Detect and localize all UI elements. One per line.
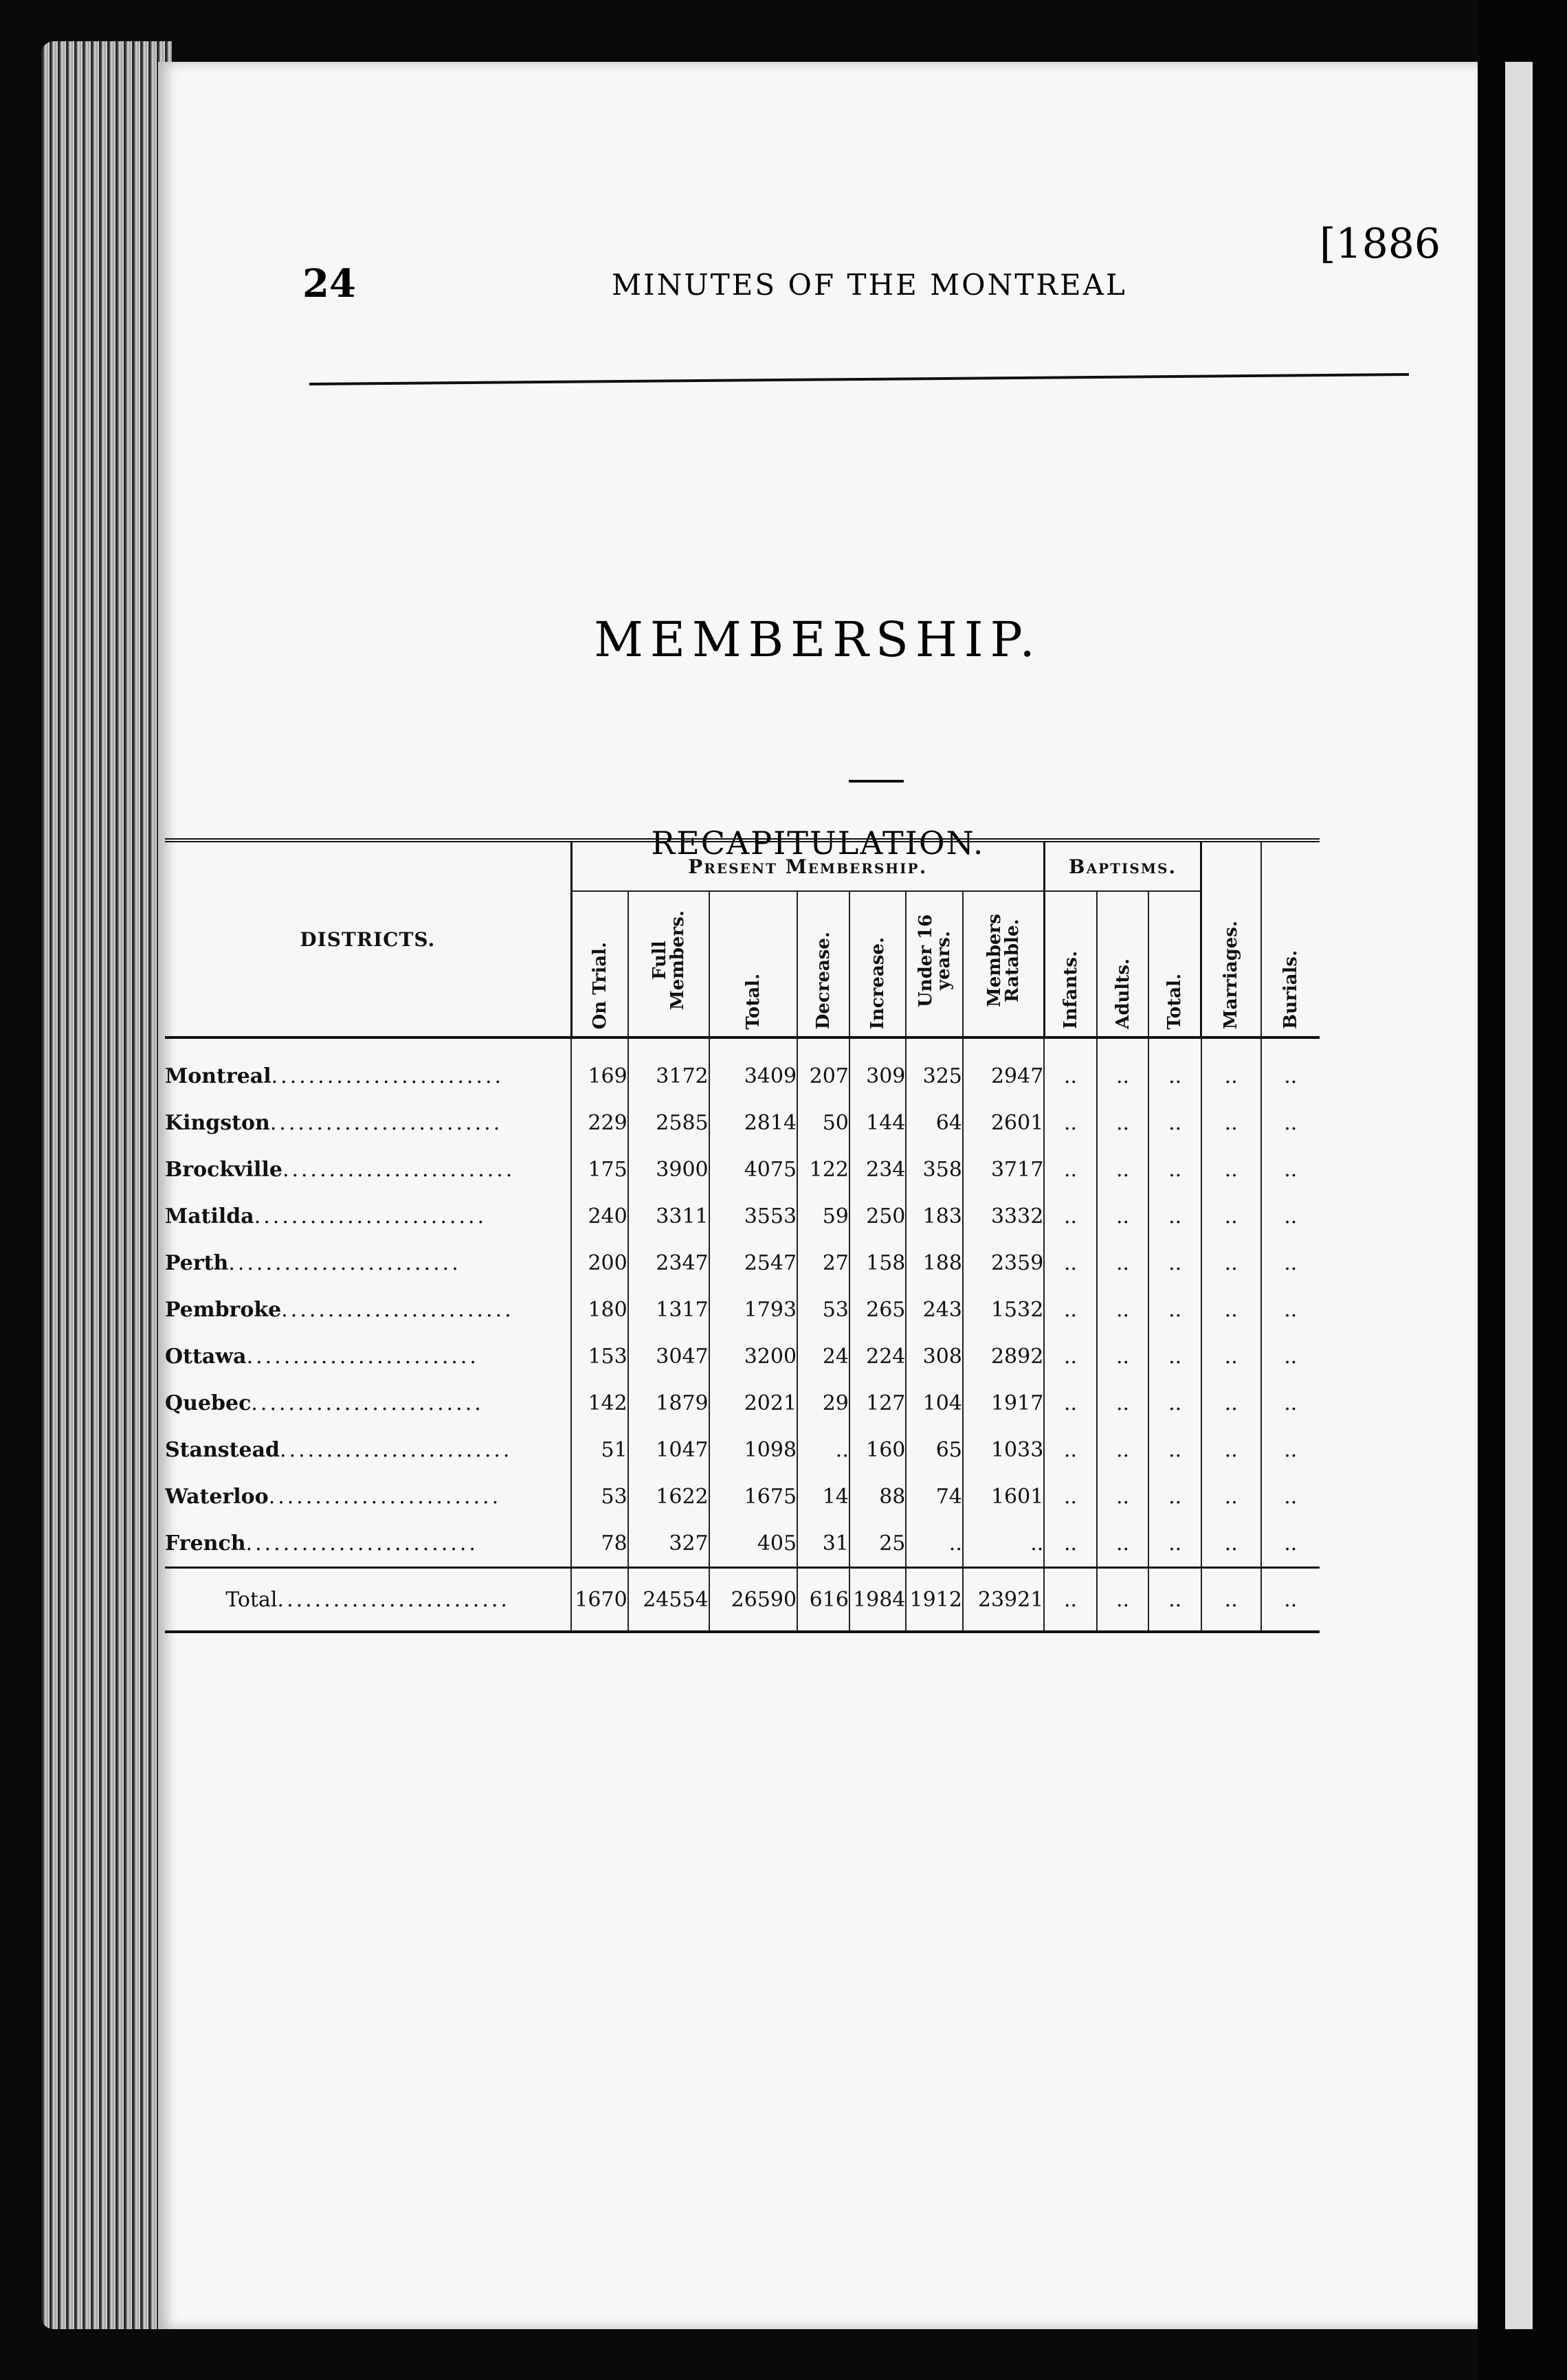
cell-infants: .. <box>1044 1380 1096 1426</box>
district-name <box>165 1473 571 1520</box>
cell-infants: .. <box>1044 1193 1096 1239</box>
cell-dec: .. <box>797 1426 849 1473</box>
cell-u16: 188 <box>906 1239 963 1286</box>
cell-total: 3553 <box>709 1193 797 1239</box>
cell-dec: 31 <box>797 1520 849 1568</box>
leader-dots: ......................... <box>268 1484 502 1509</box>
cell-dec: 59 <box>797 1193 849 1239</box>
baptisms-header: Baptisms. <box>1044 840 1201 891</box>
cell-u16: 325 <box>906 1037 963 1099</box>
under16-header: Under 16 years. <box>906 891 963 1037</box>
cell-inc: 224 <box>849 1333 907 1380</box>
cell-full: 3900 <box>628 1146 709 1193</box>
cell-adults: .. <box>1097 1568 1149 1632</box>
cell-burials: .. <box>1261 1520 1320 1568</box>
cell-ratable: 1033 <box>963 1426 1044 1473</box>
district-label: Matilda <box>165 1204 254 1228</box>
cell-btotal: .. <box>1148 1520 1201 1568</box>
table-row <box>165 1426 1320 1473</box>
leader-dots: ......................... <box>277 1587 510 1612</box>
cell-total: 26590 <box>709 1568 797 1632</box>
district-name <box>165 1426 571 1473</box>
district-label: Brockville <box>165 1157 282 1182</box>
cell-total: 3200 <box>709 1333 797 1380</box>
leader-dots: ......................... <box>280 1437 513 1462</box>
cell-dec: 53 <box>797 1286 849 1333</box>
district-name <box>165 1520 571 1568</box>
cell-marriages: .. <box>1201 1146 1261 1193</box>
cell-infants: .. <box>1044 1037 1096 1099</box>
cell-burials: .. <box>1261 1193 1320 1239</box>
cell-full: 1879 <box>628 1380 709 1426</box>
cell-total: 1675 <box>709 1473 797 1520</box>
cell-marriages: .. <box>1201 1380 1261 1426</box>
cell-total: 2814 <box>709 1099 797 1146</box>
book-page-edges <box>41 41 172 2329</box>
cell-burials: .. <box>1261 1426 1320 1473</box>
cell-ratable: 3332 <box>963 1193 1044 1239</box>
cell-u16: 183 <box>906 1193 963 1239</box>
cell-dec: 29 <box>797 1380 849 1426</box>
cell-marriages: .. <box>1201 1568 1261 1632</box>
district-label: Quebec <box>165 1391 252 1415</box>
cell-marriages: .. <box>1201 1473 1261 1520</box>
table-row <box>165 1239 1320 1286</box>
recapitulation-table <box>165 838 1320 1633</box>
cell-adults: .. <box>1097 1193 1149 1239</box>
cell-marriages: .. <box>1201 1286 1261 1333</box>
cell-on_trial: 229 <box>571 1099 628 1146</box>
cell-full: 1317 <box>628 1286 709 1333</box>
cell-adults: .. <box>1097 1426 1149 1473</box>
cell-inc: 1984 <box>849 1568 907 1632</box>
cell-infants: .. <box>1044 1146 1096 1193</box>
cell-u16: 64 <box>906 1099 963 1146</box>
district-name <box>165 1146 571 1193</box>
cell-btotal: .. <box>1148 1473 1201 1520</box>
cell-btotal: .. <box>1148 1286 1201 1333</box>
cell-marriages: .. <box>1201 1520 1261 1568</box>
cell-marriages: .. <box>1201 1239 1261 1286</box>
leader-dots: ......................... <box>251 1391 484 1415</box>
cell-total: 3409 <box>709 1037 797 1099</box>
cell-btotal: .. <box>1148 1146 1201 1193</box>
leader-dots: ......................... <box>254 1204 487 1228</box>
cell-ratable: 2947 <box>963 1037 1044 1099</box>
district-name <box>165 1193 571 1239</box>
cell-burials: .. <box>1261 1473 1320 1520</box>
leader-dots: ......................... <box>281 1297 514 1322</box>
cell-u16: 358 <box>906 1146 963 1193</box>
cell-u16: 65 <box>906 1426 963 1473</box>
cell-on_trial: 142 <box>571 1380 628 1426</box>
cell-btotal: .. <box>1148 1239 1201 1286</box>
cell-inc: 127 <box>849 1380 907 1426</box>
cell-full: 327 <box>628 1520 709 1568</box>
cell-adults: .. <box>1097 1473 1149 1520</box>
cell-adults: .. <box>1097 1037 1149 1099</box>
cell-u16: 1912 <box>906 1568 963 1632</box>
district-label: Montreal <box>165 1064 271 1088</box>
cell-total: 4075 <box>709 1146 797 1193</box>
cell-adults: .. <box>1097 1520 1149 1568</box>
cell-adults: .. <box>1097 1239 1149 1286</box>
title-rule <box>849 780 904 783</box>
district-name <box>165 1380 571 1426</box>
cell-inc: 309 <box>849 1037 907 1099</box>
running-head <box>158 186 1478 306</box>
leader-dots: ......................... <box>269 1110 503 1135</box>
cell-total: 2547 <box>709 1239 797 1286</box>
cell-inc: 234 <box>849 1146 907 1193</box>
ratable-header: Members Ratable. <box>963 891 1044 1037</box>
cell-burials: .. <box>1261 1239 1320 1286</box>
cell-inc: 158 <box>849 1239 907 1286</box>
cell-btotal: .. <box>1148 1037 1201 1099</box>
baptisms-total-header: Total. <box>1148 891 1201 1037</box>
on-trial-header: On Trial. <box>571 891 628 1037</box>
cell-burials: .. <box>1261 1037 1320 1099</box>
cell-ratable: 1532 <box>963 1286 1044 1333</box>
table-row <box>165 1037 1320 1099</box>
adults-header: Adults. <box>1097 891 1149 1037</box>
cell-btotal: .. <box>1148 1333 1201 1380</box>
district-name <box>165 1333 571 1380</box>
cell-inc: 144 <box>849 1099 907 1146</box>
cell-ratable: 2601 <box>963 1099 1044 1146</box>
marriages-header: Marriages. <box>1201 840 1261 1037</box>
present-membership-header: Present Membership. <box>571 840 1044 891</box>
district-label: Pembroke <box>165 1297 282 1322</box>
cell-on_trial: 153 <box>571 1333 628 1380</box>
cell-on_trial: 51 <box>571 1426 628 1473</box>
cell-on_trial: 180 <box>571 1286 628 1333</box>
cell-dec: 616 <box>797 1568 849 1632</box>
district-label: Waterloo <box>165 1484 269 1509</box>
cell-total: 2021 <box>709 1380 797 1426</box>
cell-full: 3311 <box>628 1193 709 1239</box>
page-number: 24 <box>302 261 356 306</box>
cell-adults: .. <box>1097 1146 1149 1193</box>
facing-page-edge <box>1505 62 1533 2329</box>
total-header: Total. <box>709 891 797 1037</box>
table-row <box>165 1193 1320 1239</box>
burials-header: Burials. <box>1261 840 1320 1037</box>
cell-on_trial: 240 <box>571 1193 628 1239</box>
infants-header: Infants. <box>1044 891 1096 1037</box>
cell-total: 405 <box>709 1520 797 1568</box>
cell-inc: 160 <box>849 1426 907 1473</box>
district-label: Kingston <box>165 1110 270 1135</box>
cell-on_trial: 169 <box>571 1037 628 1099</box>
cell-dec: 50 <box>797 1099 849 1146</box>
cell-ratable: 1917 <box>963 1380 1044 1426</box>
full-members-header: Full Members. <box>628 891 709 1037</box>
running-year: [1886 <box>1320 220 1441 268</box>
district-name <box>165 1099 571 1146</box>
cell-adults: .. <box>1097 1286 1149 1333</box>
cell-marriages: .. <box>1201 1333 1261 1380</box>
table-row <box>165 1286 1320 1333</box>
cell-on_trial: 78 <box>571 1520 628 1568</box>
table-row <box>165 1099 1320 1146</box>
cell-u16: 104 <box>906 1380 963 1426</box>
leader-dots: ......................... <box>271 1064 504 1088</box>
cell-dec: 122 <box>797 1146 849 1193</box>
table-row <box>165 1146 1320 1193</box>
cell-infants: .. <box>1044 1286 1096 1333</box>
district-label: French <box>165 1531 246 1556</box>
cell-adults: .. <box>1097 1099 1149 1146</box>
cell-dec: 27 <box>797 1239 849 1286</box>
cell-u16: 74 <box>906 1473 963 1520</box>
cell-marriages: .. <box>1201 1099 1261 1146</box>
cell-ratable: 3717 <box>963 1146 1044 1193</box>
cell-total: 1098 <box>709 1426 797 1473</box>
section-subtitle: RECAPITULATION. <box>651 824 985 862</box>
cell-full: 3047 <box>628 1333 709 1380</box>
leader-dots: ......................... <box>246 1344 479 1369</box>
cell-infants: .. <box>1044 1333 1096 1380</box>
cell-on_trial: 175 <box>571 1146 628 1193</box>
table-row <box>165 1333 1320 1380</box>
cell-burials: .. <box>1261 1380 1320 1426</box>
cell-inc: 88 <box>849 1473 907 1520</box>
cell-infants: .. <box>1044 1568 1096 1632</box>
district-name <box>165 1286 571 1333</box>
increase-header: Increase. <box>849 891 907 1037</box>
table-row <box>165 1473 1320 1520</box>
cell-on_trial: 200 <box>571 1239 628 1286</box>
district-label: Ottawa <box>165 1344 247 1369</box>
cell-burials: .. <box>1261 1146 1320 1193</box>
leader-dots: ......................... <box>245 1531 478 1556</box>
districts-header: DISTRICTS. <box>300 928 436 951</box>
header-rule <box>309 373 1409 385</box>
district-name <box>165 1239 571 1286</box>
cell-u16: .. <box>906 1520 963 1568</box>
cell-inc: 265 <box>849 1286 907 1333</box>
cell-burials: .. <box>1261 1099 1320 1146</box>
cell-dec: 14 <box>797 1473 849 1520</box>
cell-burials: .. <box>1261 1568 1320 1632</box>
decrease-header: Decrease. <box>797 891 849 1037</box>
cell-inc: 25 <box>849 1520 907 1568</box>
cell-adults: .. <box>1097 1333 1149 1380</box>
district-label: Stanstead <box>165 1437 280 1462</box>
district-name <box>165 1037 571 1099</box>
cell-dec: 24 <box>797 1333 849 1380</box>
cell-full: 1047 <box>628 1426 709 1473</box>
cell-infants: .. <box>1044 1239 1096 1286</box>
cell-infants: .. <box>1044 1426 1096 1473</box>
running-title: MINUTES OF THE MONTREAL <box>612 268 1127 302</box>
cell-btotal: .. <box>1148 1099 1201 1146</box>
cell-on_trial: 1670 <box>571 1568 628 1632</box>
cell-burials: .. <box>1261 1333 1320 1380</box>
cell-u16: 243 <box>906 1286 963 1333</box>
cell-btotal: .. <box>1148 1568 1201 1632</box>
cell-btotal: .. <box>1148 1426 1201 1473</box>
cell-infants: .. <box>1044 1473 1096 1520</box>
cell-btotal: .. <box>1148 1380 1201 1426</box>
cell-full: 24554 <box>628 1568 709 1632</box>
cell-marriages: .. <box>1201 1426 1261 1473</box>
cell-adults: .. <box>1097 1380 1149 1426</box>
section-title: MEMBERSHIP. <box>594 611 1042 668</box>
leader-dots: ......................... <box>228 1250 461 1275</box>
table-row <box>165 1380 1320 1426</box>
district-label: Perth <box>165 1250 229 1275</box>
cell-total: 1793 <box>709 1286 797 1333</box>
cell-ratable: 1601 <box>963 1473 1044 1520</box>
cell-ratable: 23921 <box>963 1568 1044 1632</box>
cell-marriages: .. <box>1201 1037 1261 1099</box>
cell-dec: 207 <box>797 1037 849 1099</box>
cell-full: 2347 <box>628 1239 709 1286</box>
cell-marriages: .. <box>1201 1193 1261 1239</box>
cell-on_trial: 53 <box>571 1473 628 1520</box>
cell-infants: .. <box>1044 1099 1096 1146</box>
cell-infants: .. <box>1044 1520 1096 1568</box>
cell-ratable: 2892 <box>963 1333 1044 1380</box>
cell-ratable: 2359 <box>963 1239 1044 1286</box>
cell-inc: 250 <box>849 1193 907 1239</box>
total-row <box>165 1568 1320 1632</box>
cell-full: 2585 <box>628 1099 709 1146</box>
cell-burials: .. <box>1261 1286 1320 1333</box>
leader-dots: ......................... <box>282 1157 515 1182</box>
cell-full: 1622 <box>628 1473 709 1520</box>
district-name <box>165 1568 571 1632</box>
cell-full: 3172 <box>628 1037 709 1099</box>
district-label: Total <box>225 1587 278 1612</box>
table-row <box>165 1520 1320 1568</box>
cell-u16: 308 <box>906 1333 963 1380</box>
table-body <box>165 1037 1320 1632</box>
cell-ratable: .. <box>963 1520 1044 1568</box>
cell-btotal: .. <box>1148 1193 1201 1239</box>
